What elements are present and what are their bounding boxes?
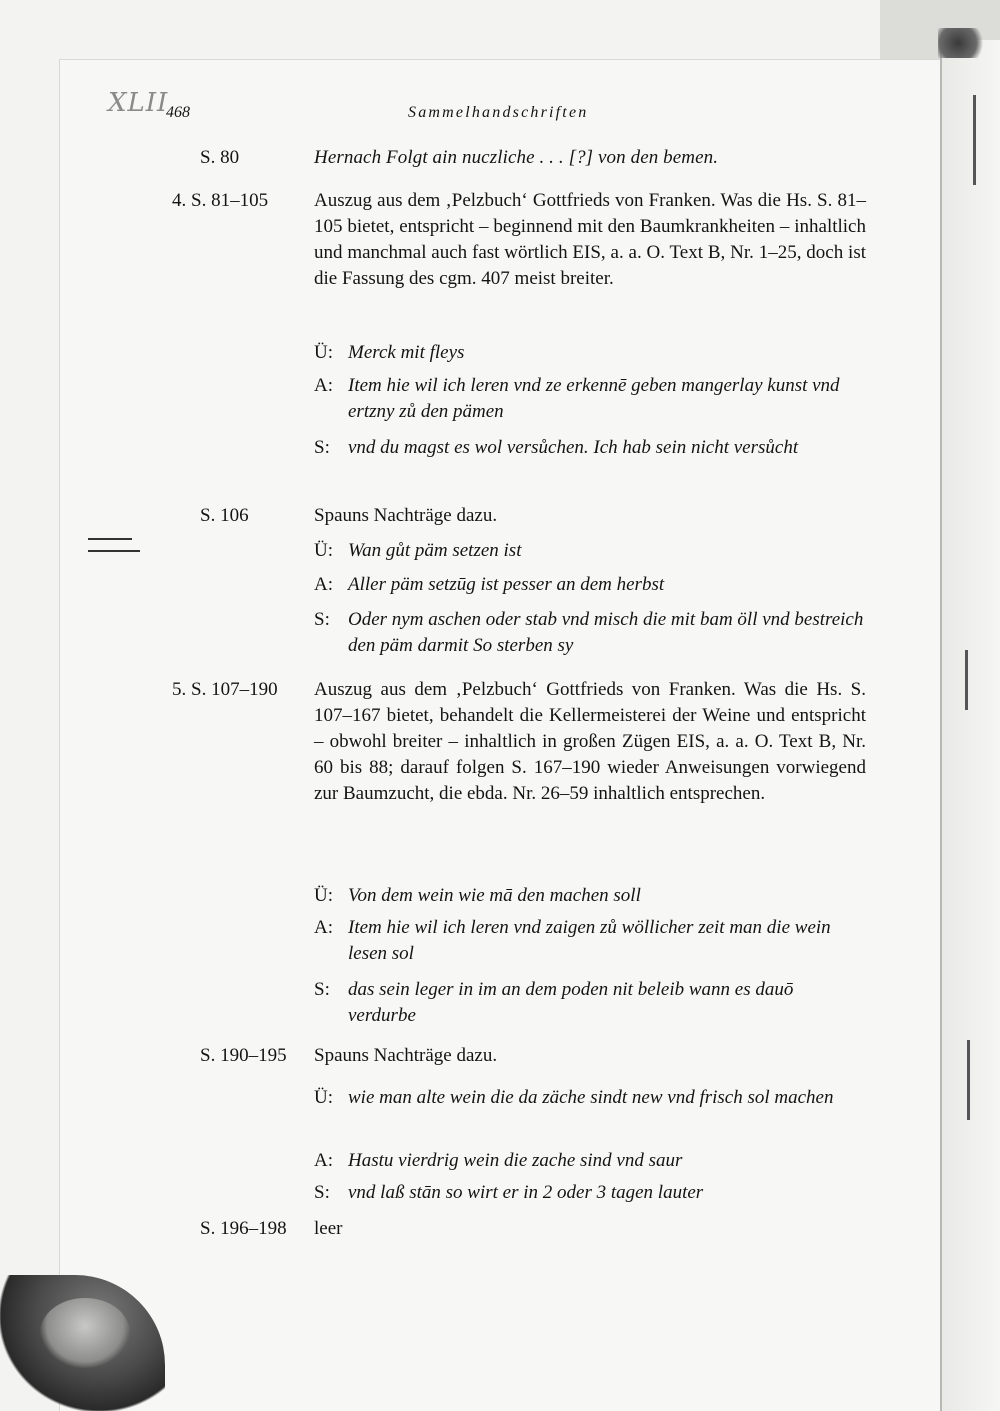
entry-title-text: Hernach Folgt ain nuczliche . . . [?] von den bemen.	[314, 147, 719, 168]
incipit-text: vnd du magst es wol versůchen. Ich hab sein nicht versůcht	[348, 437, 799, 458]
incipit-key: A:	[314, 917, 333, 938]
incipit-key: S:	[314, 609, 330, 630]
entry-paragraph: Spauns Nachträge dazu.	[314, 1045, 498, 1066]
incipit-line	[314, 1180, 866, 1206]
entry-description	[314, 677, 866, 807]
incipit-line	[314, 435, 866, 461]
margin-pencil-mark	[88, 550, 140, 552]
incipit-text: wie man alte wein die da zäche sindt new vnd frisch sol machen	[348, 1087, 834, 1108]
entry-description	[314, 188, 866, 292]
incipit-text: das sein leger in im an dem poden nit beleib wann es dauō verdurbe	[348, 979, 794, 1026]
incipit-line	[314, 373, 866, 425]
running-head: Sammelhandschriften	[408, 104, 589, 121]
entry-label: 5. S. 107–190	[172, 679, 278, 700]
incipit-line	[314, 1085, 866, 1111]
edge-mark	[973, 95, 976, 185]
incipit-text: Merck mit fleys	[348, 342, 465, 363]
entry-label: S. 196–198	[200, 1218, 287, 1239]
entry-paragraph: leer	[314, 1218, 343, 1239]
pencil-annotation: XLII	[108, 88, 169, 118]
incipit-text: Item hie wil ich leren vnd zaigen zů wöllicher zeit man die wein lesen sol	[348, 917, 831, 964]
edge-mark	[965, 650, 968, 710]
incipit-line	[314, 607, 866, 659]
incipit-line	[314, 572, 866, 598]
entry-title	[314, 145, 866, 171]
incipit-key: S:	[314, 437, 330, 458]
incipit-text: Von dem wein wie mā den machen soll	[348, 885, 641, 906]
incipit-key: A:	[314, 375, 333, 396]
entry-label: S. 106	[200, 505, 249, 526]
incipit-key: A:	[314, 574, 333, 595]
page-number: 468	[166, 104, 190, 121]
incipit-text: Oder nym aschen oder stab vnd misch die mit bam öll vnd bestreich den päm darmit So sterben sy	[348, 609, 864, 656]
incipit-line	[314, 915, 866, 967]
entry-description	[314, 1043, 866, 1069]
book-page-edge	[940, 40, 1000, 1411]
entry-label: S. 80	[200, 147, 240, 168]
incipit-key: Ü:	[314, 1087, 333, 1108]
incipit-text: Item hie wil ich leren vnd ze erkennē geben mangerlay kunst vnd ertzny zů den pämen	[348, 375, 840, 422]
incipit-line	[314, 1148, 866, 1174]
incipit-key: Ü:	[314, 342, 333, 363]
incipit-key: A:	[314, 1150, 333, 1171]
incipit-key: S:	[314, 1182, 330, 1203]
margin-pencil-mark	[88, 538, 132, 540]
incipit-text: Wan gůt päm setzen ist	[348, 540, 522, 561]
incipit-line	[314, 977, 866, 1029]
incipit-text: Hastu vierdrig wein die zache sind vnd saur	[348, 1150, 683, 1171]
incipit-text: vnd laß stān so wirt er in 2 oder 3 tagen lauter	[348, 1182, 704, 1203]
entry-label: S. 190–195	[200, 1045, 287, 1066]
entry-paragraph: Auszug aus dem ‚Pelzbuch‘ Gottfrieds von Franken. Was die Hs. S. 81–105 bietet, entspricht – beginnend mit den Baumkrankheiten – inhaltlich und manchmal auch fast wörtlich EIS, a. a. O. Text B, Nr. 1–25, doch ist die Fassung des cgm. 407 meist breiter.	[314, 190, 866, 289]
edge-mark	[967, 1040, 970, 1120]
incipit-text: Aller päm setzūg ist pesser an dem herbst	[348, 574, 665, 595]
incipit-key: Ü:	[314, 885, 333, 906]
entry-label: 4. S. 81–105	[172, 190, 269, 211]
incipit-line	[314, 538, 866, 564]
entry-paragraph: Spauns Nachträge dazu.	[314, 505, 498, 526]
binding-shadow	[938, 28, 988, 58]
incipit-key: S:	[314, 979, 330, 1000]
entry-paragraph: Auszug aus dem ‚Pelzbuch‘ Gottfrieds von Franken. Was die Hs. S. 107–167 bietet, behandelt die Kellermeisterei der Weine und entspricht – obwohl breiter – inhaltlich in großen Zügen EIS, a. a. O. Text B, Nr. 60 bis 88; darauf folgen S. 167–190 wieder Anweisungen vorwiegend zur Baumzucht, die ebda. Nr. 26–59 inhaltlich entsprechen.	[314, 679, 866, 804]
incipit-line	[314, 340, 866, 366]
entry-description	[314, 503, 866, 529]
incipit-line	[314, 883, 866, 909]
scanner-thumb-nail	[40, 1298, 130, 1368]
entry-description	[314, 1216, 866, 1242]
incipit-key: Ü:	[314, 540, 333, 561]
